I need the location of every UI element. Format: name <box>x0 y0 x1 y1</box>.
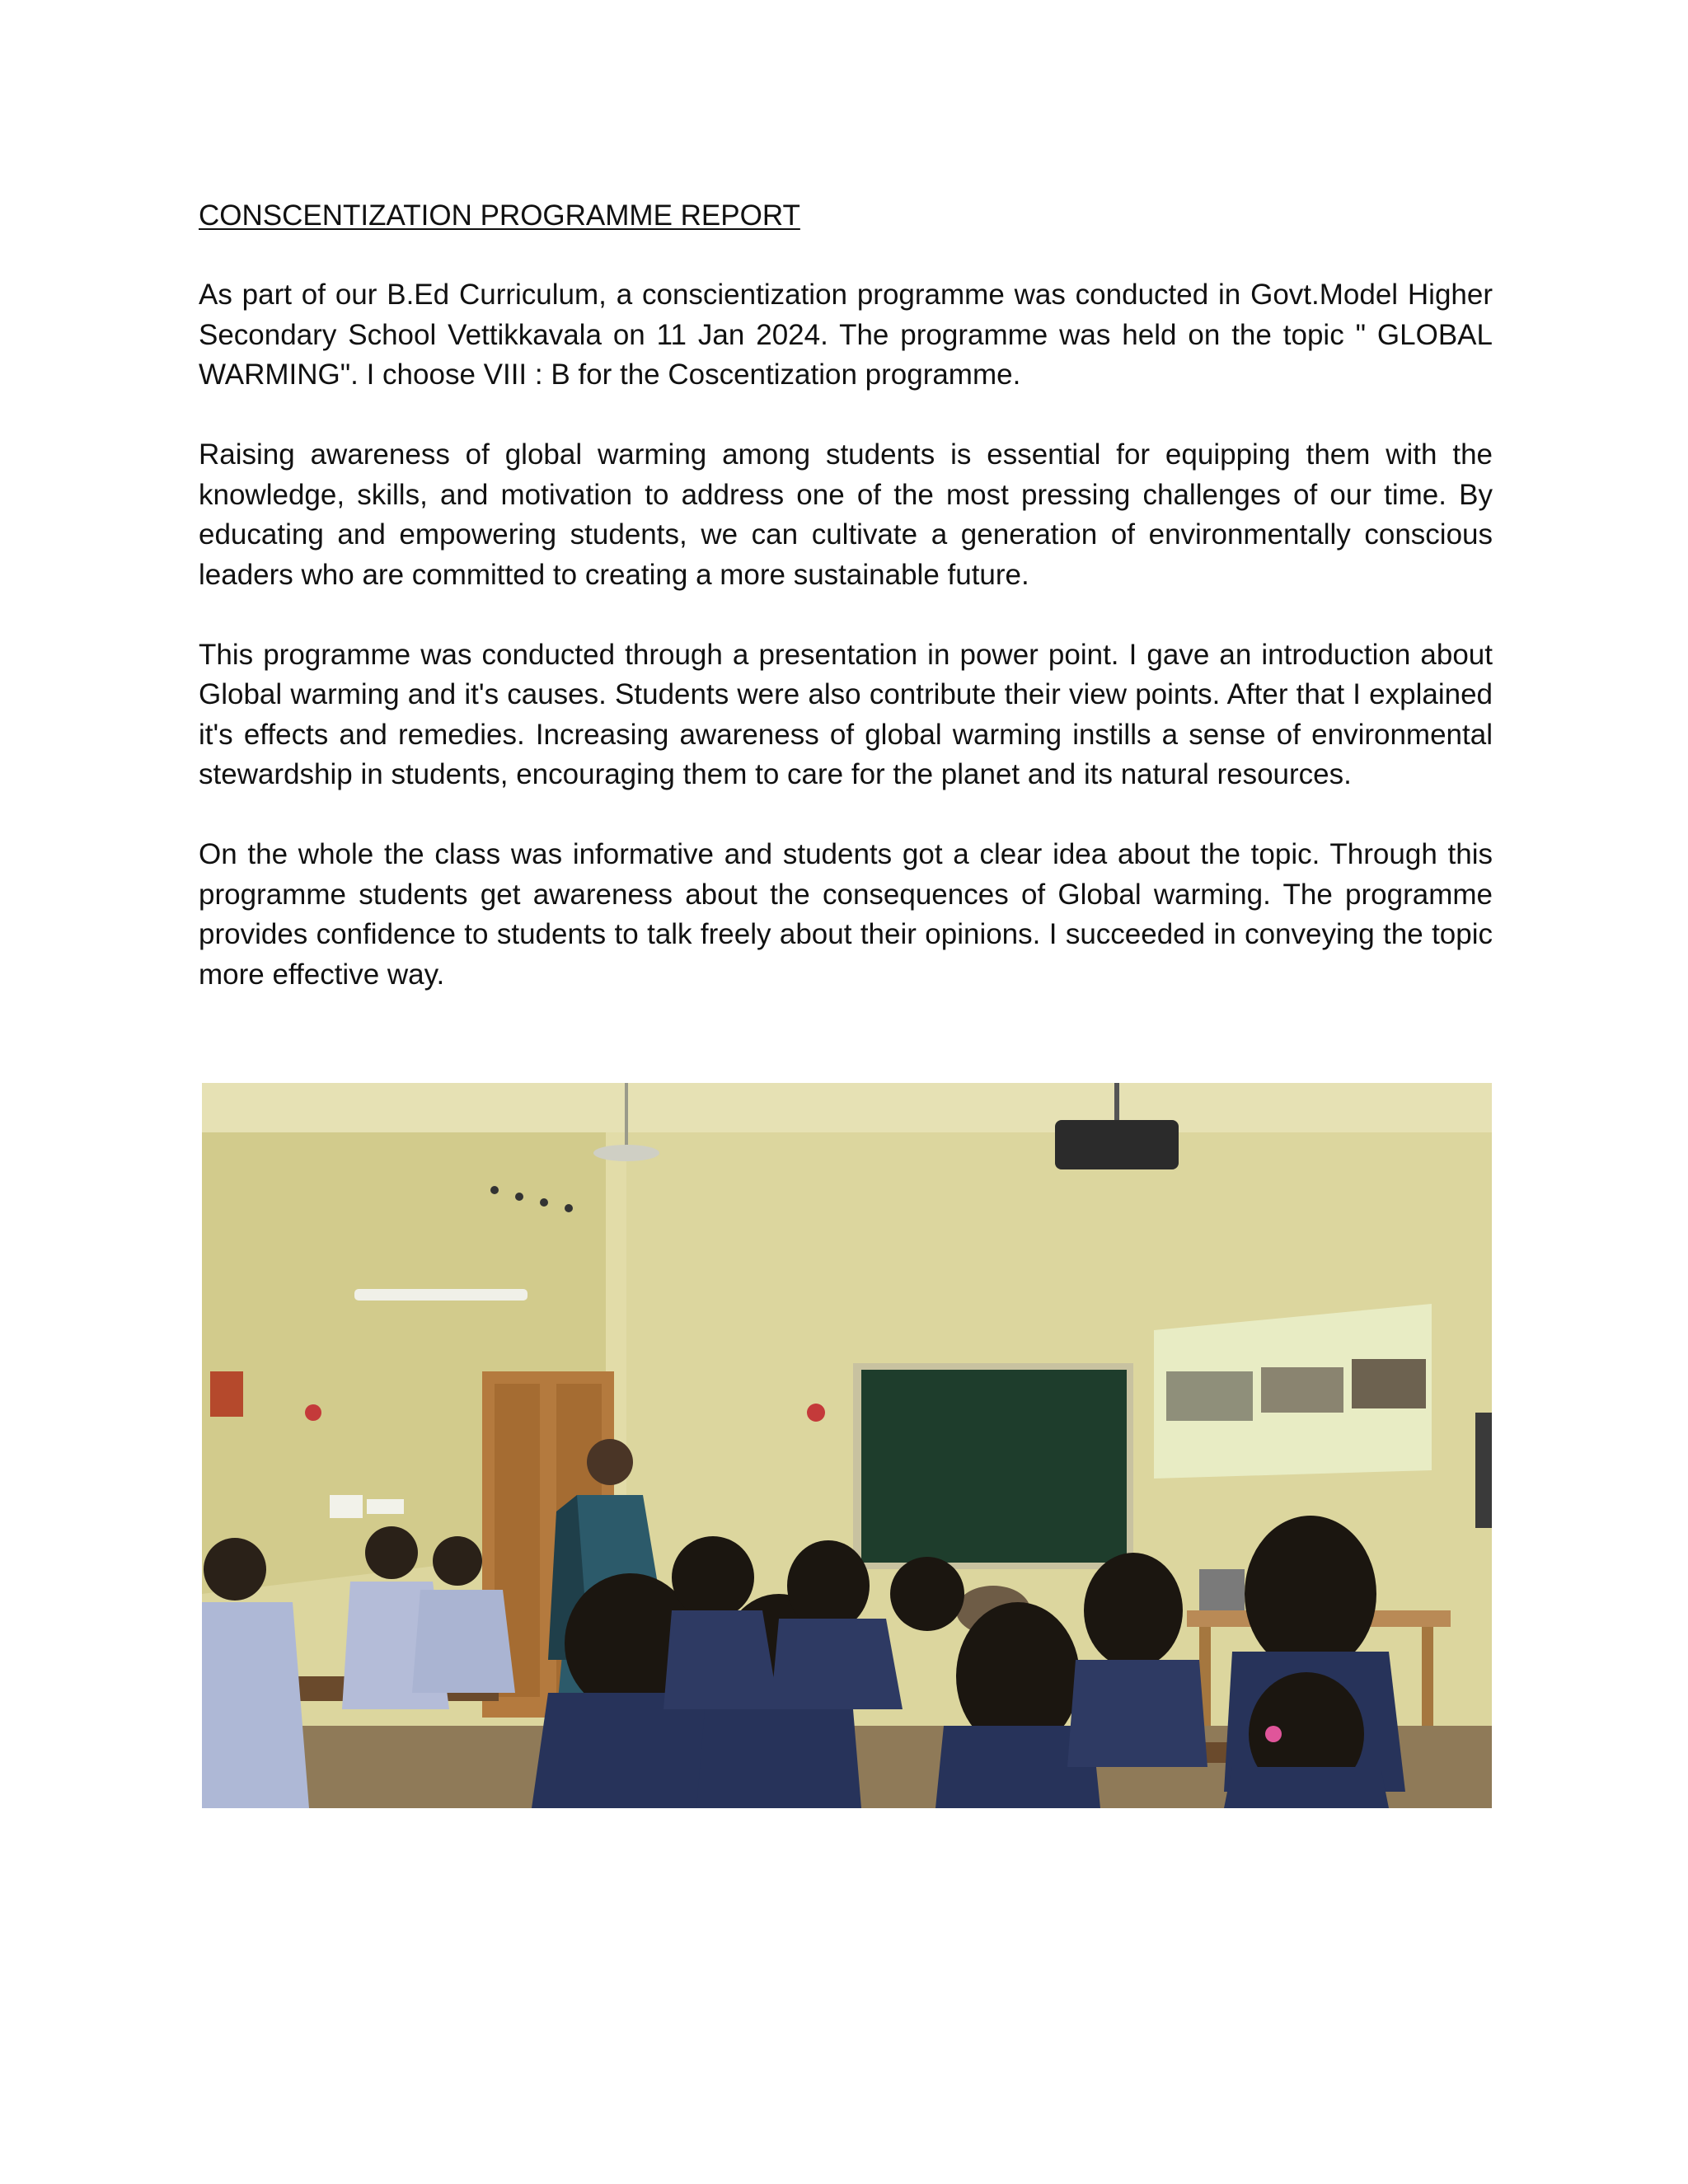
paragraph-awareness: Raising awareness of global warming among students is essential for equipping them with the knowledge, skills, and motivation to address one of the most pressing challenges of our time. By educating and empowering students, we can cultivate a generation of environmentally conscious leaders who are committed to creating a more sustainable future. <box>199 438 1493 591</box>
report-body <box>199 196 1493 1035</box>
paragraph-intro: As part of our B.Ed Curriculum, a conscientization programme was conducted in Govt.Model Higher Secondary School Vettikkavala on 11 Jan 2024. The programme was held on the topic " GLOBAL WARMING". I choose VIII : B for the Coscentization programme. <box>199 279 1493 391</box>
paragraph-conclusion: On the whole the class was informative and students got a clear idea about the topic. Through this programme students get awareness about the consequences of Global warming. The programme provides confidence to students to talk freely about their opinions. I succeeded in conveying the topic more effective way. <box>199 838 1493 991</box>
report-title: CONSCENTIZATION PROGRAMME REPORT <box>199 199 800 232</box>
projector-icon <box>1055 1120 1179 1169</box>
paragraph-method: This programme was conducted through a presentation in power point. I gave an introduction about Global warming and it's causes. Students were also contribute their view points. After that I explained it's effects and remedies. Increasing awareness of global warming instills a sense of environmental stewardship in students, encouraging them to care for the planet and its natural resources. <box>199 638 1493 790</box>
blackboard <box>861 1370 1127 1563</box>
classroom-photo <box>202 1083 1492 1808</box>
